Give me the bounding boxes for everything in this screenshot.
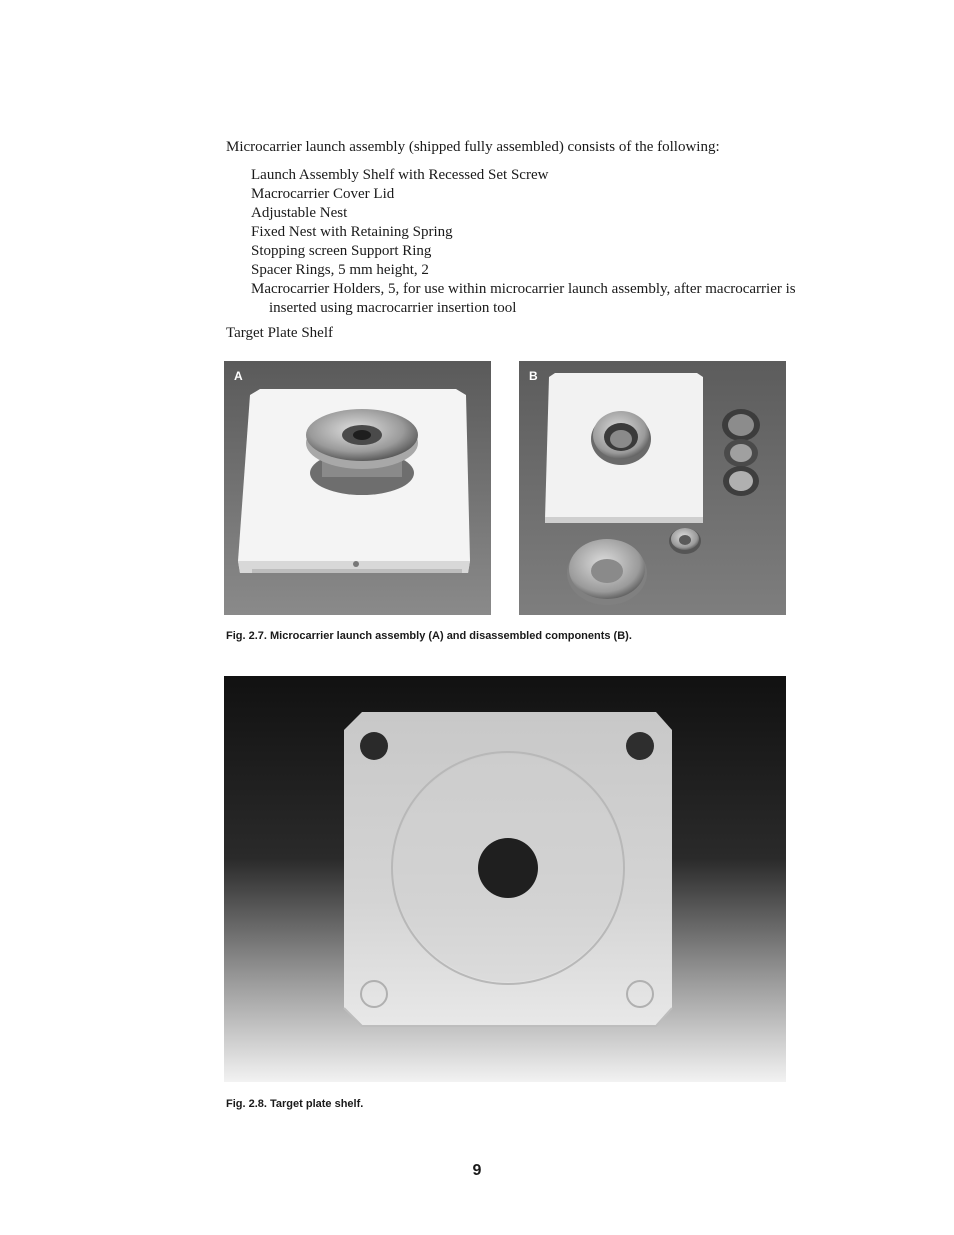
photo-disassembled-components: [519, 361, 786, 615]
list-item: Spacer Rings, 5 mm height, 2: [251, 262, 429, 278]
list-item: Launch Assembly Shelf with Recessed Set Screw: [251, 167, 549, 183]
component-list: [251, 166, 796, 318]
figure-label-b: B: [529, 369, 538, 383]
figure-label-a: A: [234, 369, 243, 383]
photo-launch-assembly: [224, 361, 491, 615]
list-item: Macrocarrier Cover Lid: [251, 186, 395, 202]
figure-2-7-caption: Fig. 2.7. Microcarrier launch assembly (A) and disassembled components (B).: [226, 630, 632, 642]
target-plate-heading: Target Plate Shelf: [226, 325, 333, 341]
list-item: Fixed Nest with Retaining Spring: [251, 224, 453, 240]
list-item: Stopping screen Support Ring: [251, 243, 432, 259]
page-number: 9: [472, 1162, 482, 1179]
list-item: Macrocarrier Holders, 5, for use within microcarrier launch assembly, after macrocarrier is inserted using macrocarrier insertion tool: [251, 281, 796, 316]
list-item: Adjustable Nest: [251, 205, 348, 221]
photo-target-plate-shelf: [224, 676, 786, 1082]
intro-paragraph: Microcarrier launch assembly (shipped fully assembled) consists of the following:: [226, 139, 720, 155]
figure-2-8-caption: Fig. 2.8. Target plate shelf.: [226, 1098, 364, 1110]
